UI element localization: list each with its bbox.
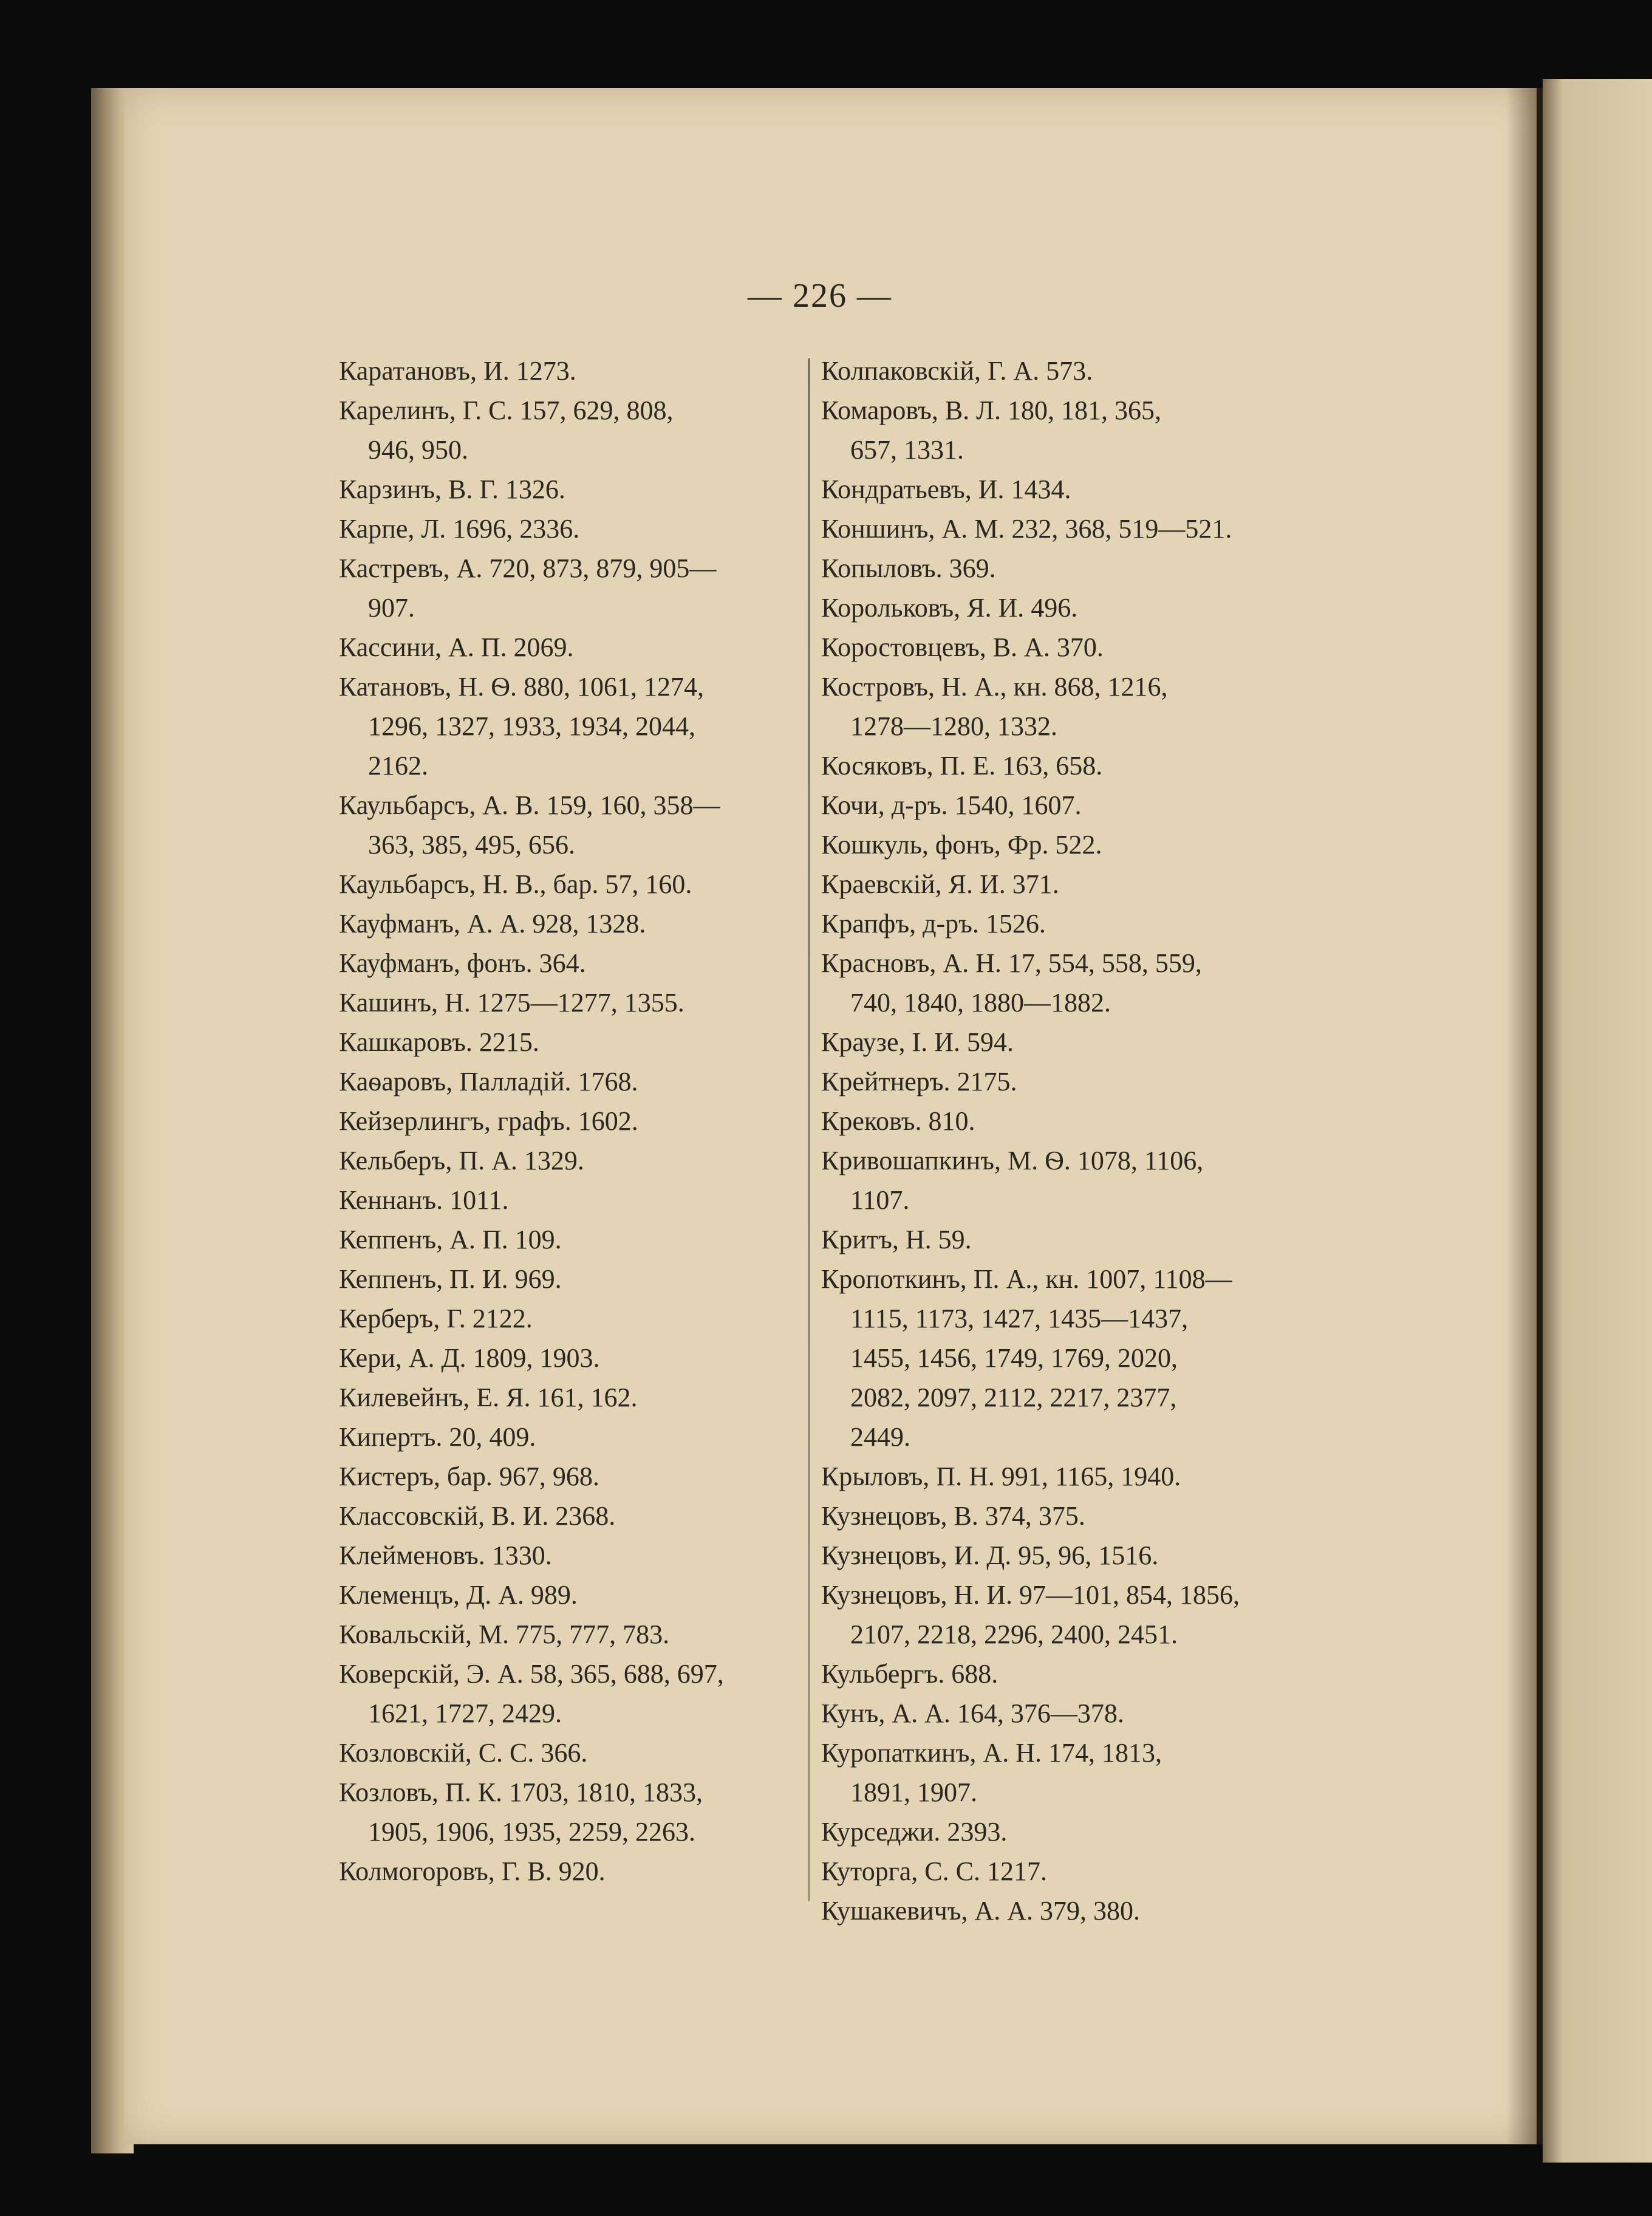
index-entry: Косяковъ, П. Е. 163, 658. — [821, 751, 1103, 781]
index-entry: Кочи, д-ръ. 1540, 1607. — [821, 790, 1082, 820]
index-entry: Крековъ. 810. — [821, 1106, 975, 1136]
index-entry: Комаровъ, В. Л. 180, 181, 365, 657, 1331. — [821, 395, 1162, 465]
column-divider — [808, 358, 810, 1901]
index-entry: Карпе, Л. 1696, 2336. — [339, 514, 580, 544]
index-entry: Кузнецовъ, Н. И. 97—101, 854, 1856, 2107, 2218, 2296, 2400, 2451. — [821, 1580, 1240, 1649]
page-gutter-shadow — [1506, 88, 1543, 2144]
index-entry: Кипертъ. 20, 409. — [339, 1422, 536, 1452]
index-entry: Крейтнеръ. 2175. — [821, 1067, 1017, 1096]
index-entry: Краевскій, Я. И. 371. — [821, 869, 1059, 899]
index-entry: Килевейнъ, Е. Я. 161, 162. — [339, 1383, 638, 1412]
index-entry: Каратановъ, И. 1273. — [339, 356, 576, 386]
index-entry: Кузнецовъ, И. Д. 95, 96, 1516. — [821, 1541, 1159, 1570]
index-entry: Кривошапкинъ, М. Ѳ. 1078, 1106, 1107. — [821, 1146, 1204, 1215]
index-entry: Керберъ, Г. 2122. — [339, 1304, 533, 1333]
page-number: — 226 — — [748, 277, 892, 315]
index-entry: Карелинъ, Г. С. 157, 629, 808, 946, 950. — [339, 395, 674, 465]
index-entry: Ковальскій, М. 775, 777, 783. — [339, 1619, 670, 1649]
index-entry: Кауфманъ, А. А. 928, 1328. — [339, 909, 646, 939]
index-entry: Копыловъ. 369. — [821, 553, 996, 583]
index-entry: Классовскій, В. И. 2368. — [339, 1501, 616, 1531]
index-entry: Кондратьевъ, И. 1434. — [821, 474, 1071, 504]
index-entry: Кропоткинъ, П. А., кн. 1007, 1108— 1115, 1173, 1427, 1435—1437, 1455, 1456, 1749, 1769, 2020, 2082, 2097, 2112, 2217, 2377, 2449. — [821, 1264, 1232, 1452]
index-entry: Кеппенъ, А. П. 109. — [339, 1225, 562, 1254]
index-entry: Колпаковскій, Г. А. 573. — [821, 356, 1093, 386]
index-entry: Кельберъ, П. А. 1329. — [339, 1146, 584, 1175]
index-entry: Кери, А. Д. 1809, 1903. — [339, 1343, 600, 1373]
index-entry: Кунъ, А. А. 164, 376—378. — [821, 1698, 1124, 1728]
index-entry: Краузе, І. И. 594. — [821, 1027, 1014, 1057]
index-entry: Кауфманъ, фонъ. 364. — [339, 948, 586, 978]
index-entry: Кейзерлингъ, графъ. 1602. — [339, 1106, 638, 1136]
index-entry: Курседжи. 2393. — [821, 1817, 1008, 1847]
index-entry: Кашкаровъ. 2215. — [339, 1027, 539, 1057]
index-entry: Кашинъ, Н. 1275—1277, 1355. — [339, 988, 684, 1017]
index-entry: Карзинъ, В. Г. 1326. — [339, 474, 565, 504]
index-column-left — [339, 351, 825, 1891]
index-entry: Куторга, С. С. 1217. — [821, 1856, 1047, 1886]
index-entry: Каульбарсъ, А. В. 159, 160, 358— 363, 385, 495, 656. — [339, 790, 720, 860]
index-entry: Крыловъ, П. Н. 991, 1165, 1940. — [821, 1462, 1181, 1491]
index-entry: Крапфъ, д-ръ. 1526. — [821, 909, 1046, 939]
index-entry: Красновъ, А. Н. 17, 554, 558, 559, 740, 1840, 1880—1882. — [821, 948, 1202, 1017]
index-entry: Кульбергъ. 688. — [821, 1659, 998, 1689]
next-page-edge — [1543, 79, 1652, 2163]
index-entry: Клеменцъ, Д. А. 989. — [339, 1580, 578, 1610]
index-entry: Колмогоровъ, Г. В. 920. — [339, 1856, 606, 1886]
index-entry: Кушакевичъ, А. А. 379, 380. — [821, 1896, 1141, 1926]
index-entry: Кассини, А. П. 2069. — [339, 632, 574, 662]
index-entry: Кузнецовъ, В. 374, 375. — [821, 1501, 1085, 1531]
index-entry: Каульбарсъ, Н. В., бар. 57, 160. — [339, 869, 692, 899]
index-entry: Коверскій, Э. А. 58, 365, 688, 697, 1621, 1727, 2429. — [339, 1659, 724, 1728]
index-entry: Куропаткинъ, А. Н. 174, 1813, 1891, 1907. — [821, 1738, 1162, 1807]
index-entry: Козловскій, С. С. 366. — [339, 1738, 588, 1768]
index-column-right — [821, 351, 1319, 1930]
index-entry: Коростовцевъ, В. А. 370. — [821, 632, 1104, 662]
index-entry: Катановъ, Н. Ѳ. 880, 1061, 1274, 1296, 1327, 1933, 1934, 2044, 2162. — [339, 672, 704, 781]
index-entry: Коншинъ, А. М. 232, 368, 519—521. — [821, 514, 1232, 544]
index-entry: Каѳаровъ, Палладій. 1768. — [339, 1067, 638, 1096]
index-entry: Корольковъ, Я. И. 496. — [821, 593, 1078, 623]
index-entry: Критъ, Н. 59. — [821, 1225, 972, 1254]
index-entry: Клейменовъ. 1330. — [339, 1541, 552, 1570]
index-entry: Кистеръ, бар. 967, 968. — [339, 1462, 599, 1491]
index-entry: Козловъ, П. К. 1703, 1810, 1833, 1905, 1906, 1935, 2259, 2263. — [339, 1777, 703, 1847]
index-entry: Кеннанъ. 1011. — [339, 1185, 509, 1215]
index-entry: Кастревъ, А. 720, 873, 879, 905— 907. — [339, 553, 717, 623]
index-entry: Кошкуль, фонъ, Фр. 522. — [821, 830, 1102, 860]
index-entry: Кеппенъ, П. И. 969. — [339, 1264, 562, 1294]
index-entry: Костровъ, Н. А., кн. 868, 1216, 1278—1280, 1332. — [821, 672, 1168, 741]
